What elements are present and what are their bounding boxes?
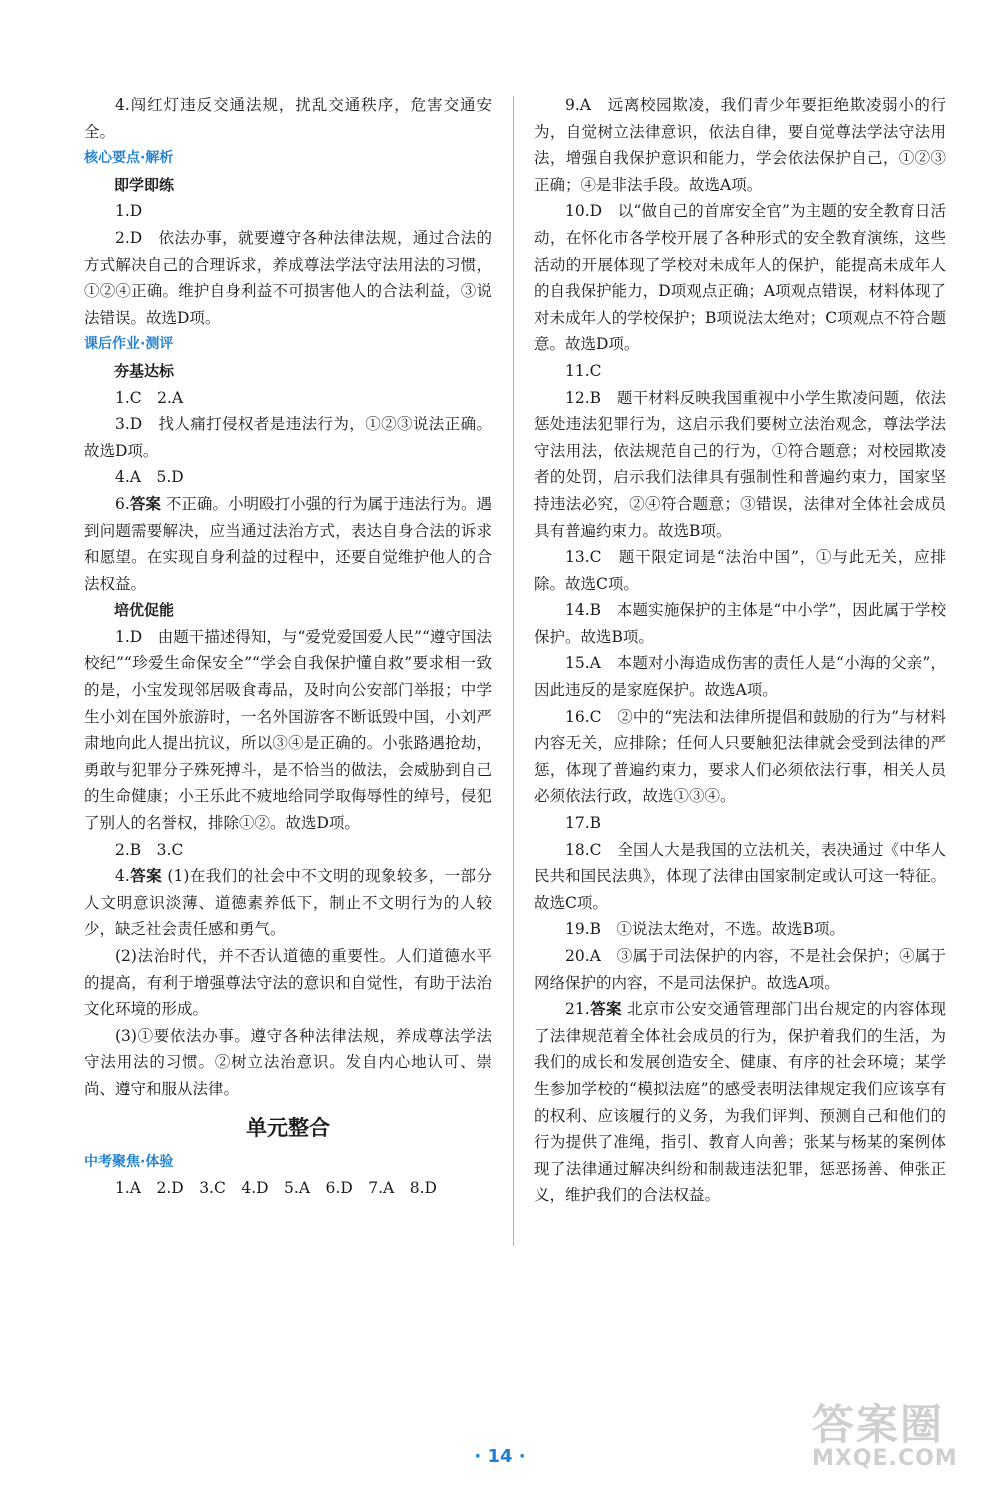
watermark-logo (812, 1392, 992, 1482)
paragraph: 1.D (115, 202, 143, 221)
paragraph: (2)法治时代，并不否认道德的重要性。人们道德水平的提高，有利于增强尊法守法的意识和自觉性，有助于法治文化环境的形成。 (84, 947, 492, 1019)
paragraph: (3)①要依法办事。遵守各种法律法规，养成尊法学法守法用法的习惯。②树立法治意识。发自内心地认可、崇尚、遵守和服从法律。 (84, 1026, 492, 1098)
paragraph: 17.B (565, 814, 602, 833)
question-number: 21. (565, 1000, 590, 1019)
answer-paragraph (84, 491, 492, 597)
paragraph: 9.A 远离校园欺凌，我们青少年要拒绝欺凌弱小的行为，自觉树立法律意识，依法自律，要自觉尊法学法守法用法，增强自我保护意识和能力，学会依法保护自己，①②③正确；④是非法手段。故选A项。 (534, 96, 946, 194)
answer-label: 答案 (589, 1000, 623, 1019)
question-number: 6. (115, 494, 130, 513)
paragraph: 20.A ③属于司法保护的内容，不是社会保护；④属于网络保护的内容，不是司法保护。故选A项。 (534, 947, 946, 992)
answer-paragraph (534, 996, 946, 1209)
watermark-text: 答案圈 (812, 1400, 945, 1449)
paragraph: 16.C ②中的“宪法和法律所提倡和鼓励的行为”与材料内容无关，应排除；任何人只要触犯法律就会受到法律的严惩，体现了普遍约束力，要求人们必须依法行事，相关人员必须依法行政，故选①③④。 (534, 707, 946, 806)
paragraph: 10.D 以“做自己的首席安全官”为主题的安全教育日活动，在怀化市各学校开展了各种形式的安全教育演练，这些活动的开展体现了学校对未成年人的保护，能提高未成年人的自我保护能力，D项观点正确；A项观点错误，材料体现了对未成年人的学校保护；B项说法太绝对；C项观点不符合题意。故选D项。 (534, 202, 946, 354)
section-heading-homework: 课后作业·测评 (84, 336, 174, 353)
paragraph: 2.D 依法办事，就要遵守各种法律法规，通过合法的方式解决自己的合理诉求，养成尊法学法守法用法的习惯，①②④正确。维护自身利益不可损害他人的合法利益，③说法错误。故选D项。 (84, 228, 492, 327)
section-heading-core-points: 核心要点·解析 (84, 150, 174, 167)
subheading-practice: 即学即练 (114, 175, 175, 194)
answer-text: 不正确。小明殴打小强的行为属于违法行为。遇到问题需要解决，应当通过法治方式，表达自身合法的诉求和愿望。在实现自身利益的过程中，还要自觉维护他人的合法权益。 (84, 494, 492, 593)
paragraph: 4.闯红灯违反交通法规，扰乱交通秩序，危害交通安全。 (84, 96, 492, 141)
column-divider (513, 96, 514, 1246)
subheading-advanced: 培优促能 (114, 601, 175, 620)
paragraph: 12.B 题干材料反映我国重视中小学生欺凌问题，依法惩处违法犯罪行为，这启示我们要树立法治观念，尊法学法守法用法，依法规范自己的行为，①符合题意；对校园欺凌者的处罚，启示我们法律具有强制性和普遍约束力，国家坚持违法必究，②④符合题意；③错误，法律对全体社会成员具有普遍约束力。故选B项。 (534, 388, 946, 540)
paragraph: 3.D 找人痛打侵权者是违法行为，①②③说法正确。故选D项。 (84, 415, 492, 460)
paragraph: 18.C 全国人大是我国的立法机关，表决通过《中华人民共和国民法典》，体现了法律由国家制定或认可这一特征。故选C项。 (534, 840, 946, 912)
answer-label: 答案 (129, 494, 161, 513)
paragraph: 1.A 2.D 3.C 4.D 5.A 6.D 7.A 8.D (115, 1179, 437, 1198)
watermark-url: MXQE.COM (812, 1446, 958, 1471)
question-number: 4. (115, 867, 130, 886)
paragraph: 1.C 2.A (115, 388, 184, 407)
paragraph: 1.D 由题干描述得知，与“爱党爱国爱人民”“遵守国法校纪”“珍爱生命保安全”“学会自我保护懂自救”要求相一致的是，小宝发现邻居吸食毒品，及时向公安部门举报；中学生小刘在国外旅游时，一名外国游客不断诋毁中国，小刘严肃地向此人提出抗议，所以③④是正确的。小张路遇抢劫，勇敢与犯罪分子殊死搏斗，是不恰当的做法，会威胁到自己的生命健康；小王乐此不疲地给同学取侮辱性的绰号，侵犯了别人的名誉权，排除①②。故选D项。 (84, 627, 492, 833)
answer-paragraph (84, 863, 492, 943)
answer-text: (1)在我们的社会中不文明的现象较多，一部分人文明意识淡薄、道德素养低下，制止不文明行为的人较少，缺乏社会责任感和勇气。 (84, 867, 492, 939)
section-heading-exam-focus: 中考聚焦·体验 (84, 1153, 174, 1170)
right-column (534, 92, 946, 1209)
paragraph: 14.B 本题实施保护的主体是“中小学”，因此属于学校保护。故选B项。 (534, 601, 946, 646)
paragraph: 2.B 3.C (115, 840, 184, 859)
subheading-foundation: 夯基达标 (114, 361, 175, 380)
answer-label: 答案 (129, 867, 163, 886)
paragraph: 4.A 5.D (115, 468, 184, 487)
unit-title: 单元整合 (246, 1115, 330, 1140)
paragraph: 11.C (565, 361, 602, 380)
answer-text: 北京市公安交通管理部门出台规定的内容体现了法律规范着全体社会成员的行为，保护着我们的生活，为我们的成长和发展创造安全、健康、有序的社会环境；某学生参加学校的“模拟法庭”的感受表明法律规定我们应该享有的权利、应该履行的义务，为我们评判、预测自己和他们的行为提供了准绳，指引、教育人向善；张某与杨某的案例体现了法律通过解决纠纷和制裁违法犯罪，惩恶扬善、伸张正义，维护我们的合法权益。 (534, 1000, 946, 1205)
left-column (84, 92, 492, 1202)
page-number: · 14 · (474, 1446, 526, 1467)
paragraph: 19.B ①说法太绝对，不选。故选B项。 (565, 920, 845, 939)
paragraph: 13.C 题干限定词是“法治中国”，①与此无关，应排除。故选C项。 (534, 548, 946, 593)
paragraph: 15.A 本题对小海造成伤害的责任人是“小海的父亲”，因此违反的是家庭保护。故选A项。 (534, 654, 946, 700)
